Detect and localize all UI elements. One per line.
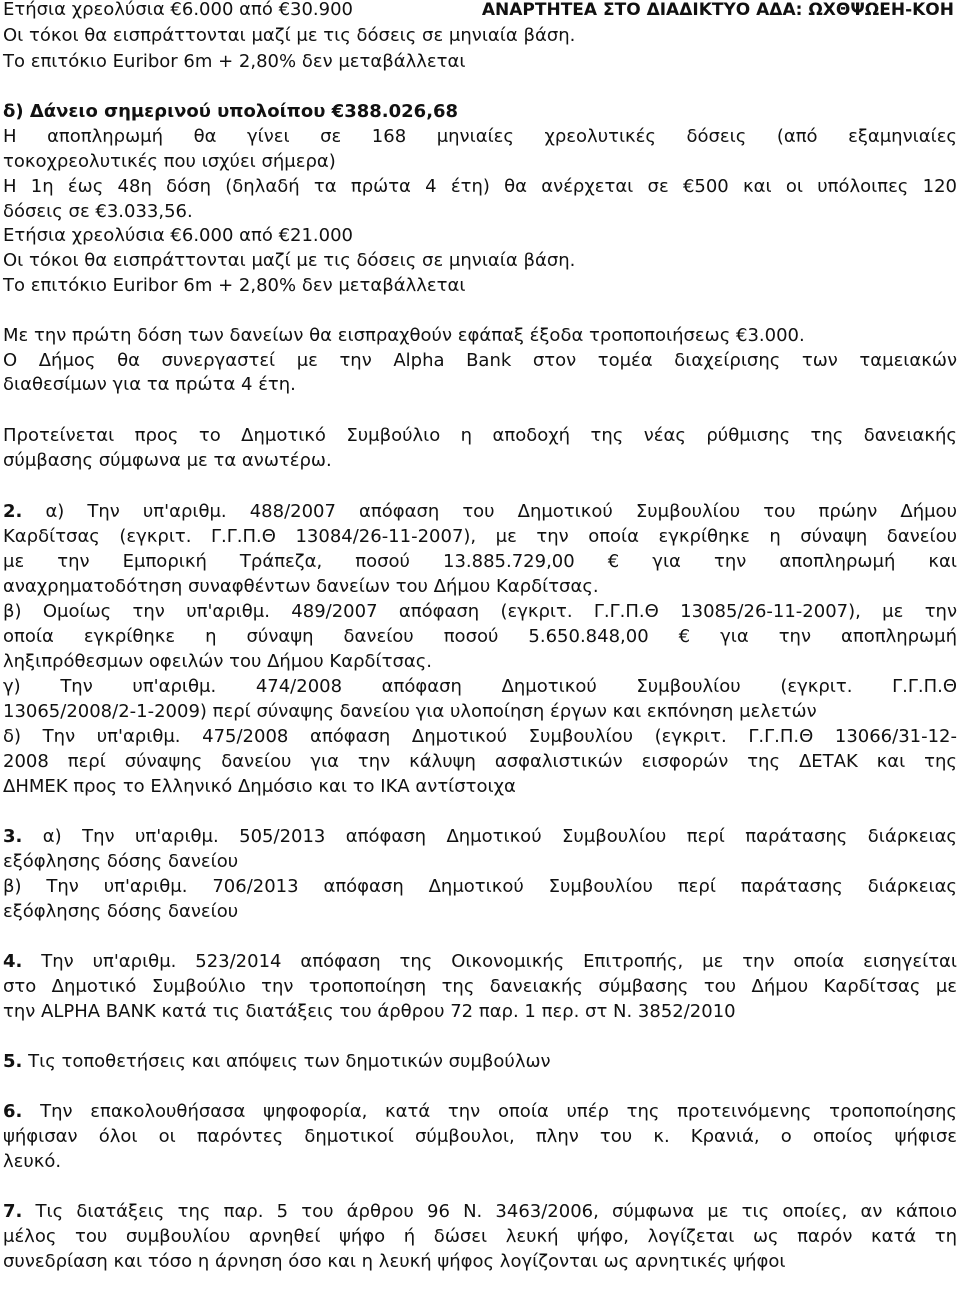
- line-text: τοκοχρεολυτικές που ισχύει σήμερα): [3, 151, 336, 172]
- text-line: [3, 200, 193, 224]
- text-line: [3, 975, 957, 999]
- text-line: [3, 775, 516, 799]
- text-line: [3, 0, 353, 22]
- line-text: α) Την υπ'αριθμ. 505/2013 απόφαση Δημοτικού Συμβουλίου περί παράτασης διάρκειας: [42, 826, 957, 847]
- text-line: [3, 424, 957, 448]
- text-line: [3, 324, 805, 348]
- line-text: Προτείνεται προς το Δημοτικό Συμβούλιο η αποδοχή της νέας ρύθμισης της δανειακής: [3, 425, 957, 446]
- text-line: [3, 850, 238, 874]
- text-line: [3, 175, 957, 199]
- text-line: [3, 1225, 957, 1249]
- text-line: [3, 700, 817, 724]
- line-text: δ) Δάνειο σημερινού υπολοίπου €388.026,68: [3, 101, 459, 122]
- line-text: την ALPHA BANK κατά τις διατάξεις του άρθρου 72 παρ. 1 περ. στ Ν. 3852/2010: [3, 1001, 736, 1022]
- text-line: [3, 825, 957, 849]
- line-text: εξόφλησης δόσης δανείου: [3, 901, 239, 922]
- line-text: Τις τοποθετήσεις και απόψεις των δημοτικών συμβούλων: [28, 1051, 551, 1072]
- line-text: λευκό.: [3, 1151, 62, 1172]
- line-text: Την επακολουθήσασα ψηφοφορία, κατά την οποία υπέρ της προτεινόμενης τροποποίησης: [40, 1101, 957, 1122]
- line-text: ψήφισαν όλοι οι παρόντες δημοτικοί σύμβουλοι, πλην του κ. Κρανιά, ο οποίος ψήφισε: [3, 1126, 957, 1147]
- text-line: [3, 650, 432, 674]
- line-text: Οι τόκοι θα εισπράττονται μαζί με τις δόσεις σε μηνιαία βάση.: [3, 25, 576, 46]
- line-text: οποία εγκρίθηκε η σύναψη δανείου ποσού 5.650.848,00 € για την αποπληρωμή: [3, 626, 957, 647]
- text-line: [3, 500, 957, 524]
- line-text: δόσεις σε €3.033,56.: [3, 201, 193, 222]
- text-line: [3, 274, 465, 298]
- line-text: γ) Την υπ'αριθμ. 474/2008 απόφαση Δημοτικού Συμβουλίου (εγκριτ. Γ.Γ.Π.Θ: [3, 676, 957, 697]
- line-text: Το επιτόκιο Euribor 6m + 2,80% δεν μεταβάλλεται: [3, 51, 466, 72]
- line-text: 13065/2008/2-1-2009) περί σύναψης δανείου για υλοποίηση έργων και εκπόνηση μελετών: [3, 701, 817, 722]
- text-line: [3, 349, 957, 373]
- line-text: στο Δημοτικό Συμβούλιο την τροποποίηση της δανειακής σύμβασης του Δήμου Καρδίτσας με: [3, 976, 957, 997]
- text-line: [3, 224, 353, 248]
- text-line: [3, 449, 332, 473]
- item-number: 2.: [3, 501, 23, 522]
- text-line: [3, 100, 458, 124]
- line-text: μέλος του συμβουλίου αρνηθεί ψήφο ή δώσει λευκή ψήφο, λογίζεται ως παρόν κατά τη: [3, 1226, 957, 1247]
- item-number: 3.: [3, 826, 23, 847]
- line-text: με την Εμπορική Τράπεζα, ποσού 13.885.729,00 € για την αποπληρωμή και: [3, 551, 957, 572]
- line-text: β) Ομοίως την υπ'αριθμ. 489/2007 απόφαση (εγκριτ. Γ.Γ.Π.Θ 13085/26-11-2007), με την: [3, 601, 957, 622]
- text-line: [3, 150, 336, 174]
- item-number: 6.: [3, 1101, 23, 1122]
- text-line: [3, 1200, 957, 1224]
- line-text: Με την πρώτη δόση των δανείων θα εισπραχθούν εφάπαξ έξοδα τροποποιήσεως €3.000.: [3, 325, 805, 346]
- line-text: Το επιτόκιο Euribor 6m + 2,80% δεν μεταβάλλεται: [3, 275, 466, 296]
- text-line: [3, 249, 575, 273]
- line-text: ληξιπρόθεσμων οφειλών του Δήμου Καρδίτσας.: [3, 651, 433, 672]
- publication-header: ΑΝΑΡΤΗΤΕΑ ΣΤΟ ΔΙΑΔΙΚΤΥΟ ΑΔΑ: ΩΧΘΨΩΕΗ-ΚΟΗ: [481, 0, 954, 20]
- text-line: [3, 1250, 786, 1274]
- text-line: [3, 24, 575, 48]
- text-line: [3, 875, 957, 899]
- line-text: σύμβασης σύμφωνα με τα ανωτέρω.: [3, 450, 332, 471]
- item-number: 5.: [3, 1051, 23, 1072]
- text-line: [3, 525, 957, 549]
- text-line: [3, 1100, 957, 1124]
- text-line: [3, 675, 957, 699]
- line-text: α) Την υπ'αριθμ. 488/2007 απόφαση του Δημοτικού Συμβουλίου του πρώην Δήμου: [45, 501, 957, 522]
- text-line: [3, 950, 957, 974]
- text-line: [3, 1050, 551, 1074]
- line-text: Καρδίτσας (εγκριτ. Γ.Γ.Π.Θ 13084/26-11-2007), με την οποία εγκρίθηκε η σύναψη δανείου: [3, 526, 957, 547]
- text-line: [3, 625, 957, 649]
- text-line: [3, 725, 957, 749]
- line-text: αναχρηματοδότηση συναφθέντων δανείων του Δήμου Καρδίτσας.: [3, 576, 599, 597]
- line-text: συνεδρίαση και τόσο η άρνηση όσο και η λευκή ψήφος λογίζονται ως αρνητικές ψήφοι: [3, 1251, 786, 1272]
- text-line: [3, 125, 957, 149]
- item-number: 7.: [3, 1201, 23, 1222]
- text-line: [3, 373, 296, 397]
- line-text: Η 1η έως 48η δόση (δηλαδή τα πρώτα 4 έτη) θα ανέρχεται σε €500 και οι υπόλοιπες 120: [3, 176, 957, 197]
- line-text: ΔΗΜΕΚ προς το Ελληνικό Δημόσιο και το ΙΚΑ αντίστοιχα: [3, 776, 516, 797]
- text-line: [3, 600, 957, 624]
- text-line: [3, 1125, 957, 1149]
- text-line: [3, 750, 957, 774]
- text-line: [3, 575, 599, 599]
- line-text: Ετήσια χρεολύσια €6.000 από €30.900: [3, 0, 353, 20]
- text-line: [3, 1150, 61, 1174]
- text-line: [3, 50, 465, 74]
- line-text: Την υπ'αριθμ. 523/2014 απόφαση της Οικονομικής Επιτροπής, με την οποία εισηγείται: [41, 951, 957, 972]
- line-text: Τις διατάξεις της παρ. 5 του άρθρου 96 Ν. 3463/2006, σύμφωνα με τις οποίες, αν κάποιο: [35, 1201, 957, 1222]
- item-number: 4.: [3, 951, 23, 972]
- line-text: Ετήσια χρεολύσια €6.000 από €21.000: [3, 225, 353, 246]
- text-line: [3, 900, 238, 924]
- line-text: Οι τόκοι θα εισπράττονται μαζί με τις δόσεις σε μηνιαία βάση.: [3, 250, 576, 271]
- line-text: διαθεσίμων για τα πρώτα 4 έτη.: [3, 374, 296, 395]
- line-text: Η αποπληρωμή θα γίνει σε 168 μηνιαίες χρεολυτικές δόσεις (από εξαμηνιαίες: [3, 126, 957, 147]
- line-text: Ο Δήμος θα συνεργαστεί με την Alpha Bank στον τομέα διαχείρισης των ταμειακών: [3, 350, 957, 371]
- line-text: εξόφλησης δόσης δανείου: [3, 851, 239, 872]
- line-text: β) Την υπ'αριθμ. 706/2013 απόφαση Δημοτικού Συμβουλίου περί παράτασης διάρκειας: [3, 876, 957, 897]
- text-line: [3, 550, 957, 574]
- line-text: 2008 περί σύναψης δανείου για την κάλυψη ασφαλιστικών εισφορών της ΔΕΤΑΚ και της: [3, 751, 957, 772]
- text-line: [3, 1000, 736, 1024]
- line-text: δ) Την υπ'αριθμ. 475/2008 απόφαση Δημοτικού Συμβουλίου (εγκριτ. Γ.Γ.Π.Θ 13066/31-12-: [3, 726, 957, 747]
